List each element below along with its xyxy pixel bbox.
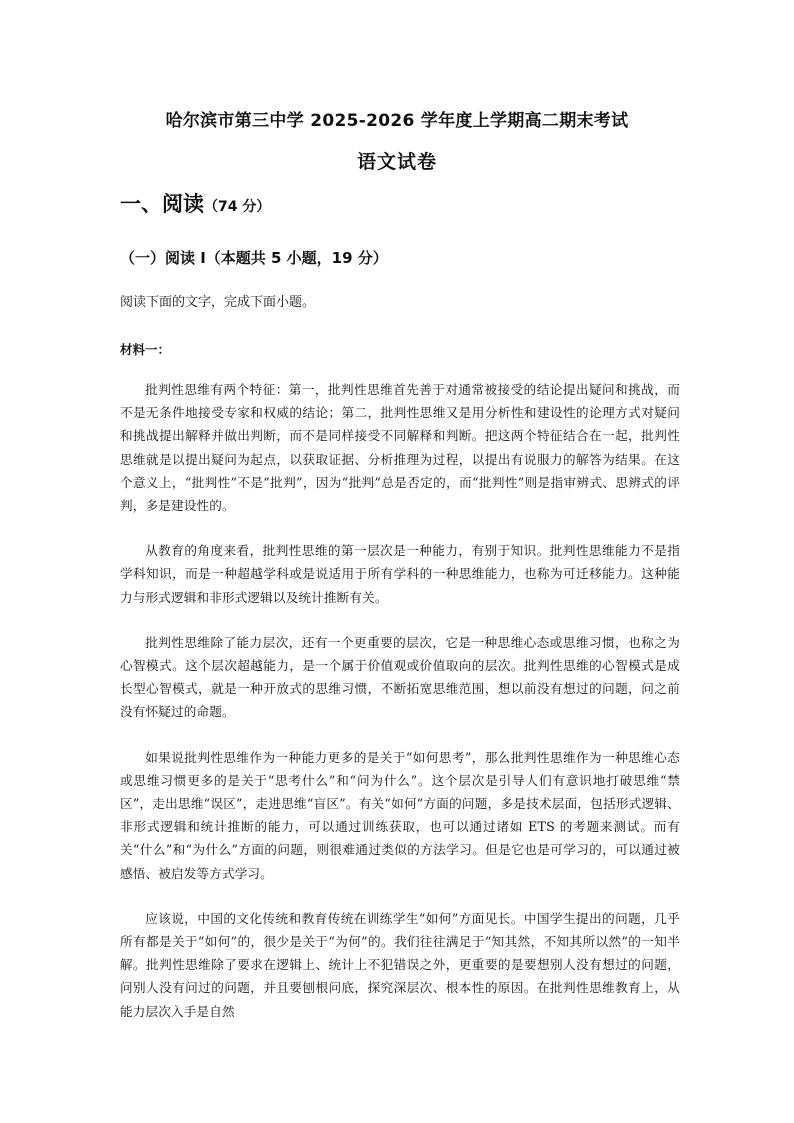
- material-body: [120, 378, 680, 1058]
- material-label: 材料一：: [120, 342, 171, 357]
- exam-subtitle: 语文试卷: [356, 151, 437, 173]
- paragraph-5: 应该说，中国的文化传统和教育传统在训练学生“如何”方面见长。中国学生提出的问题，几乎所有都是关于“如何”的，很少是关于“为何”的。我们往往满足于“知其然，不知其所以然”的一知半解。批判性思维除了要求在逻辑上、统计上不犯错误之外，更重要的是要想别人没有想过的问题，问别人没有问过的问题，并且要刨根问底，探究深层次、根本性的原因。在批判性思维教育上，从能力层次入手是自然: [120, 910, 680, 1019]
- paragraph-3: 批判性思维除了能力层次，还有一个更重要的层次，它是一种思维心态或思维习惯，也称之为心智模式。这个层次超越能力，是一个属于价值观或价值取向的层次。批判性思维的心智模式是成长型心智模式，就是一种开放式的思维习惯，不断拓宽思维范围，想以前没有想过的问题，问之前没有怀疑过的命题。: [120, 634, 680, 720]
- paragraph-2: 从教育的角度来看，批判性思维的第一层次是一种能力，有别于知识。批判性思维能力不是指学科知识，而是一种超越学科或是说适用于所有学科的一种思维能力，也称为可迁移能力。这种能力与形式逻辑和非形式逻辑以及统计推断有关。: [120, 543, 680, 605]
- section-heading: [120, 188, 270, 218]
- section-score-note: （74 分）: [204, 199, 271, 215]
- exam-title: 哈尔滨市第三中学 2025-2026 学年度上学期高二期末考试: [165, 111, 629, 131]
- paragraph-4: 如果说批判性思维作为一种能力更多的是关于“如何思考”，那么批判性思维作为一种思维心态或思维习惯更多的是关于“思考什么”和“问为什么”。这个层次是引导人们有意识地打破思维“禁区”，走出思维“误区”，走进思维“盲区”。有关“如何”方面的问题，多是技术层面，包括形式逻辑、非形式逻辑和统计推断的能力，可以通过训练获取，也可以通过诸如 ETS 的考题来测试。而有关“什么”和“为什么”方面的问题，则很难通过类似的方法学习。但是它也是可学习的，可以通过被感悟、被启发等方式学习。: [120, 749, 680, 881]
- section-heading-text: 一、阅读: [120, 192, 204, 216]
- reading-instruction: 阅读下面的文字，完成下面小题。: [120, 295, 316, 310]
- paragraph-1: 批判性思维有两个特征：第一，批判性思维首先善于对通常被接受的结论提出疑问和挑战，而不是无条件地接受专家和权威的结论；第二，批判性思维又是用分析性和建设性的论理方式对疑问和挑战提出解释并做出判断，而不是同样接受不同解释和判断。把这两个特征结合在一起，批判性思维就是以提出疑问为起点，以获取证据、分析推理为过程，以提出有说服力的解答为结果。在这个意义上，“批判性”不是“批判”，因为“批判”总是否定的，而“批判性”则是指审辨式、思辨式的评判，多是建设性的。: [120, 382, 680, 514]
- subsection-heading: （一）阅读 I（本题共 5 小题，19 分）: [120, 249, 388, 267]
